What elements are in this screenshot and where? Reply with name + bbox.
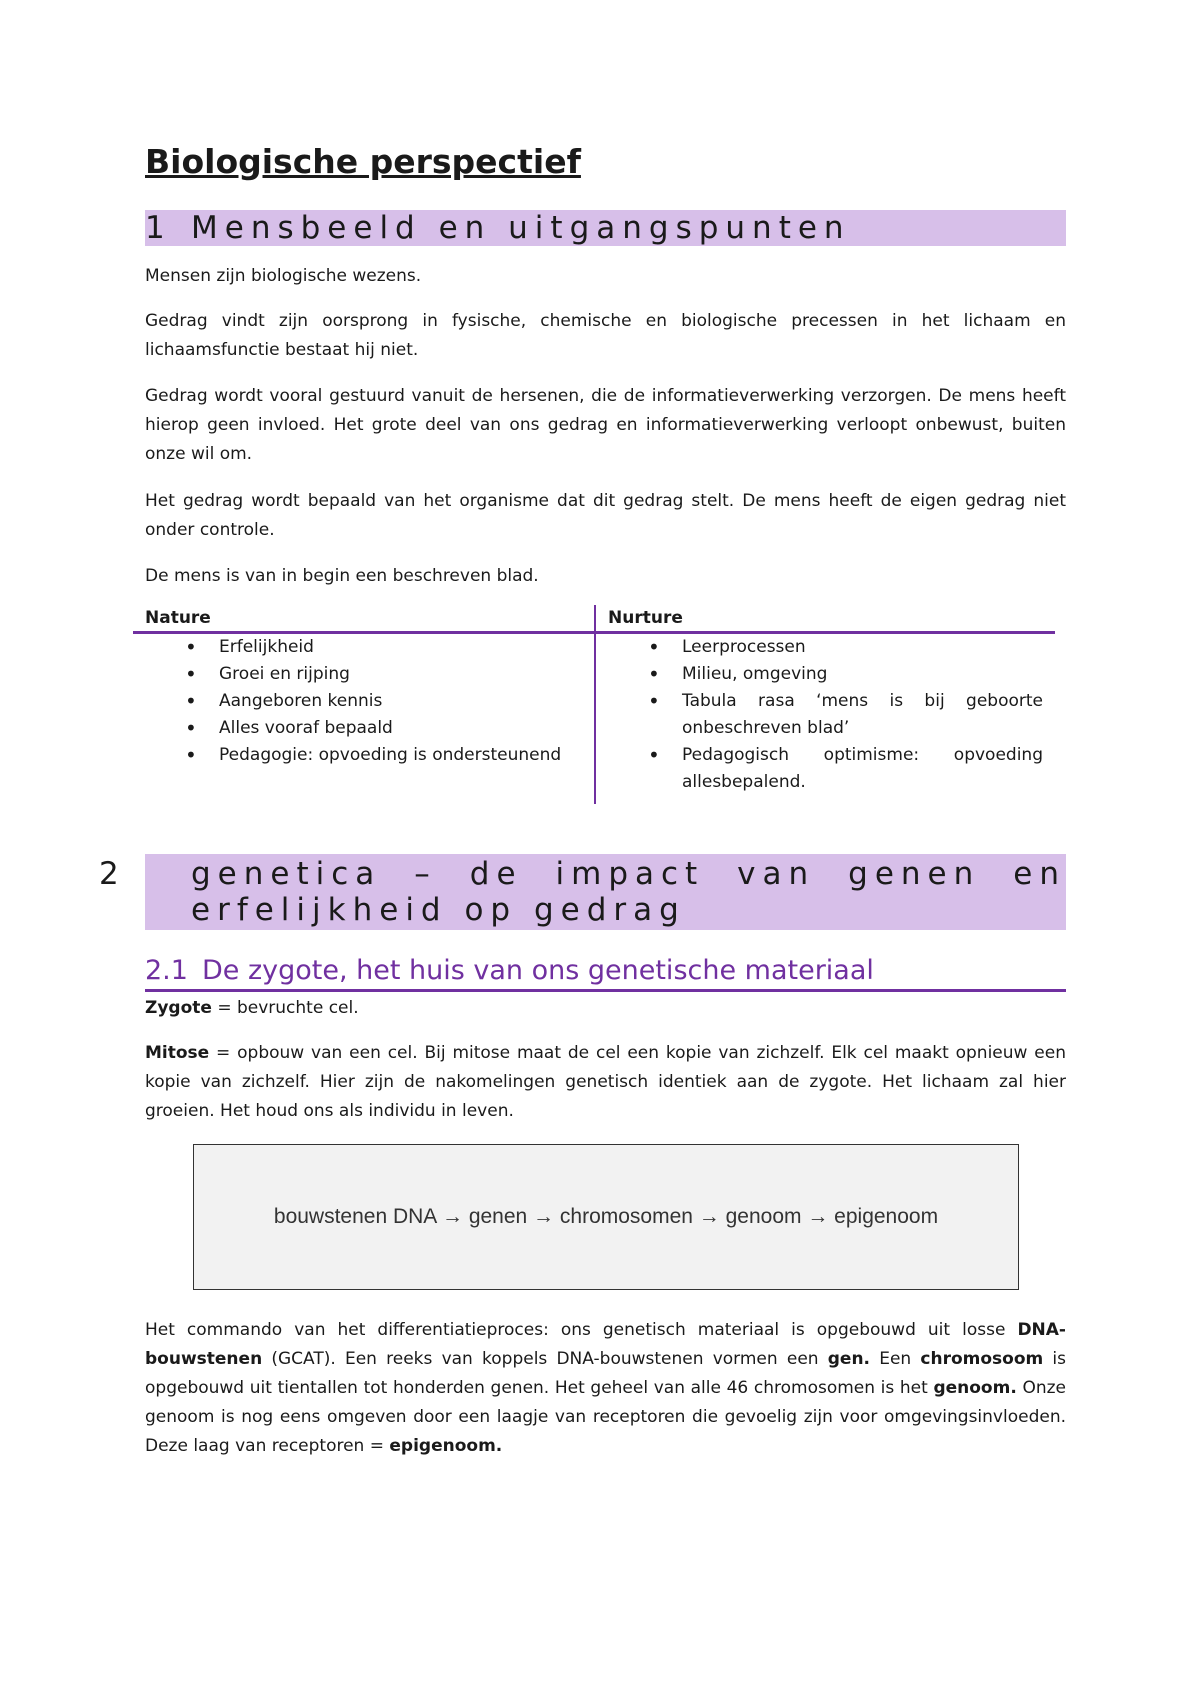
- term-genoom: genoom.: [933, 1378, 1017, 1398]
- paragraph-3: Gedrag wordt vooral gestuurd vanuit de hersenen, die de informatieverwerking verzorgen. De mens heeft hierop geen invloed. Het grote deel van ons gedrag en informatieverwerking verloopt onbewust, buiten onze wil om.: [145, 386, 1066, 464]
- nature-item: • Alles vooraf bepaald: [219, 715, 582, 742]
- paragraph-5: De mens is van in begin een beschreven blad.: [145, 566, 539, 586]
- section-1-title: Mensbeeld en uitgangspunten: [191, 210, 851, 246]
- commando-text: Het commando van het differentiatieproces: ons genetisch materiaal is opgebouwd uit losse: [145, 1320, 1018, 1340]
- subsection-2-1-title: De zygote, het huis van ons genetische materiaal: [201, 955, 874, 986]
- nature-item: • Erfelijkheid: [219, 634, 582, 661]
- nature-item: • Aangeboren kennis: [219, 688, 582, 715]
- nature-nurture-table: [133, 605, 1055, 804]
- mitose-definition: [145, 1039, 1066, 1126]
- nurture-column: [595, 633, 1055, 805]
- nurture-item: • Tabula rasa ‘mens is bij geboorte onbeschreven blad’: [682, 688, 1043, 742]
- subsection-2-1-heading: [145, 953, 1066, 992]
- section-2-title: genetica – de impact van genen en erfelijkheid op gedrag: [191, 856, 1066, 928]
- paragraph-2: Gedrag vindt zijn oorsprong in fysische, chemische en biologische precessen in het lichaam en lichaamsfunctie bestaat hij niet.: [145, 311, 1066, 360]
- section-1-number: 1: [145, 210, 172, 246]
- nurture-item: • Leerprocessen: [682, 634, 1043, 661]
- mitose-term: Mitose: [145, 1043, 210, 1063]
- commando-text: is opgebouwd uit tientallen tot honderden genen. Het geheel van alle 46 chromosomen is het: [145, 1349, 1066, 1398]
- zygote-definition: [145, 994, 1066, 1023]
- term-gen: gen.: [827, 1349, 871, 1369]
- commando-text: Onze genoom is nog eens omgeven door een laagje van receptoren die gevoelig zijn voor omgevingsinvloeden. Deze laag van receptoren =: [145, 1378, 1066, 1456]
- term-dna-bouwstenen: DNA-bouwstenen: [145, 1320, 1066, 1369]
- mitose-text: = opbouw van een cel. Bij mitose maat de cel een kopie van zichzelf. Elk cel maakt opnieuw een kopie van zichzelf. Hier zijn de nakomelingen genetisch identiek aan de zygote. Het lichaam zal hier groeien. Het houd ons als individu in leven.: [145, 1043, 1066, 1121]
- section-2-number: 2: [99, 856, 126, 892]
- zygote-term: Zygote: [145, 998, 212, 1018]
- paragraph-1: Mensen zijn biologische wezens.: [145, 266, 422, 286]
- document-title: Biologische perspectief: [145, 142, 581, 181]
- dna-flow-text: bouwstenen DNA → genen → chromosomen → genoom → epigenoom: [273, 1205, 939, 1228]
- commando-paragraph: [145, 1316, 1066, 1461]
- paragraph-4: Het gedrag wordt bepaald van het organisme dat dit gedrag stelt. De mens heeft de eigen gedrag niet onder controle.: [145, 491, 1066, 540]
- dna-flow-box: [193, 1144, 1019, 1290]
- term-chromosoom: chromosoom: [920, 1349, 1044, 1369]
- commando-text: (GCAT). Een reeks van koppels DNA-bouwstenen vormen een: [262, 1349, 828, 1369]
- nature-column: [133, 633, 595, 805]
- nature-header: Nature: [133, 605, 595, 633]
- nature-item: • Pedagogie: opvoeding is ondersteunend: [219, 742, 582, 769]
- section-1-heading: [145, 210, 1066, 246]
- nurture-list: [608, 634, 1043, 796]
- nature-item: • Groei en rijping: [219, 661, 582, 688]
- zygote-text: = bevruchte cel.: [211, 998, 359, 1018]
- nurture-item: • Milieu, omgeving: [682, 661, 1043, 688]
- section-2-heading: [99, 854, 1066, 930]
- nature-list: [145, 634, 582, 769]
- subsection-2-1-number: 2.1: [145, 955, 188, 986]
- nurture-header: Nurture: [595, 605, 1055, 633]
- nurture-item: • Pedagogisch optimisme: opvoeding allesbepalend.: [682, 742, 1043, 796]
- term-epigenoom: epigenoom.: [389, 1436, 503, 1456]
- commando-text: Een: [870, 1349, 921, 1369]
